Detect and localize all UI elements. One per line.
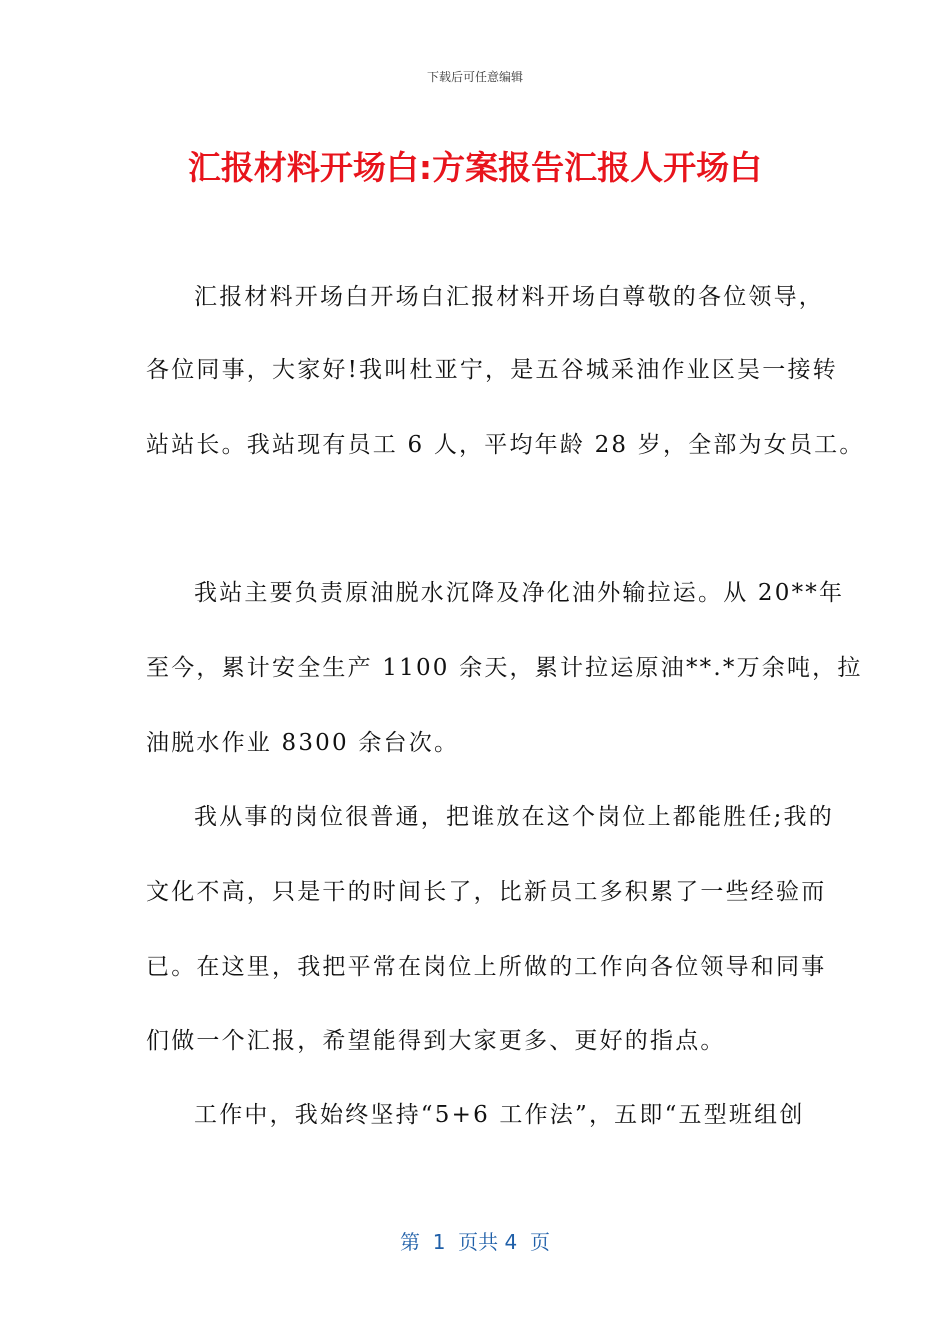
paragraph-4-line-1: 工作中，我始终坚持“5+6 工作法”，五即“五型班组创 — [194, 1102, 805, 1128]
paragraph-3-line-2: 文化不高，只是干的时间长了，比新员工多积累了一些经验而 — [146, 879, 827, 905]
header-note: 下载后可任意编辑 — [426, 70, 523, 84]
paragraph-2-line-3: 油脱水作业 8300 余台次。 — [146, 730, 460, 756]
paragraph-1-line-3: 站站长。我站现有员工 6 人，平均年龄 28 岁，全部为女员工。 — [146, 432, 865, 458]
paragraph-3-line-1: 我从事的岗位很普通，把谁放在这个岗位上都能胜任;我的 — [194, 804, 834, 830]
paragraph-3-line-4: 们做一个汇报，希望能得到大家更多、更好的指点。 — [146, 1028, 726, 1054]
page-footer: 第 1 页共 4 页 — [400, 1230, 550, 1254]
paragraph-1-line-2: 各位同事，大家好!我叫杜亚宁，是五谷城采油作业区吴一接转 — [146, 357, 838, 383]
document-title: 汇报材料开场白:方案报告汇报人开场白 — [187, 148, 763, 187]
paragraph-2-line-2: 至今，累计安全生产 1100 余天，累计拉运原油**.*万余吨，拉 — [146, 655, 863, 681]
paragraph-3-line-3: 已。在这里，我把平常在岗位上所做的工作向各位领导和同事 — [146, 954, 827, 980]
paragraph-1-line-1: 汇报材料开场白开场白汇报材料开场白尊敬的各位领导， — [194, 284, 824, 310]
paragraph-2-line-1: 我站主要负责原油脱水沉降及净化油外输拉运。从 20**年 — [194, 580, 845, 606]
